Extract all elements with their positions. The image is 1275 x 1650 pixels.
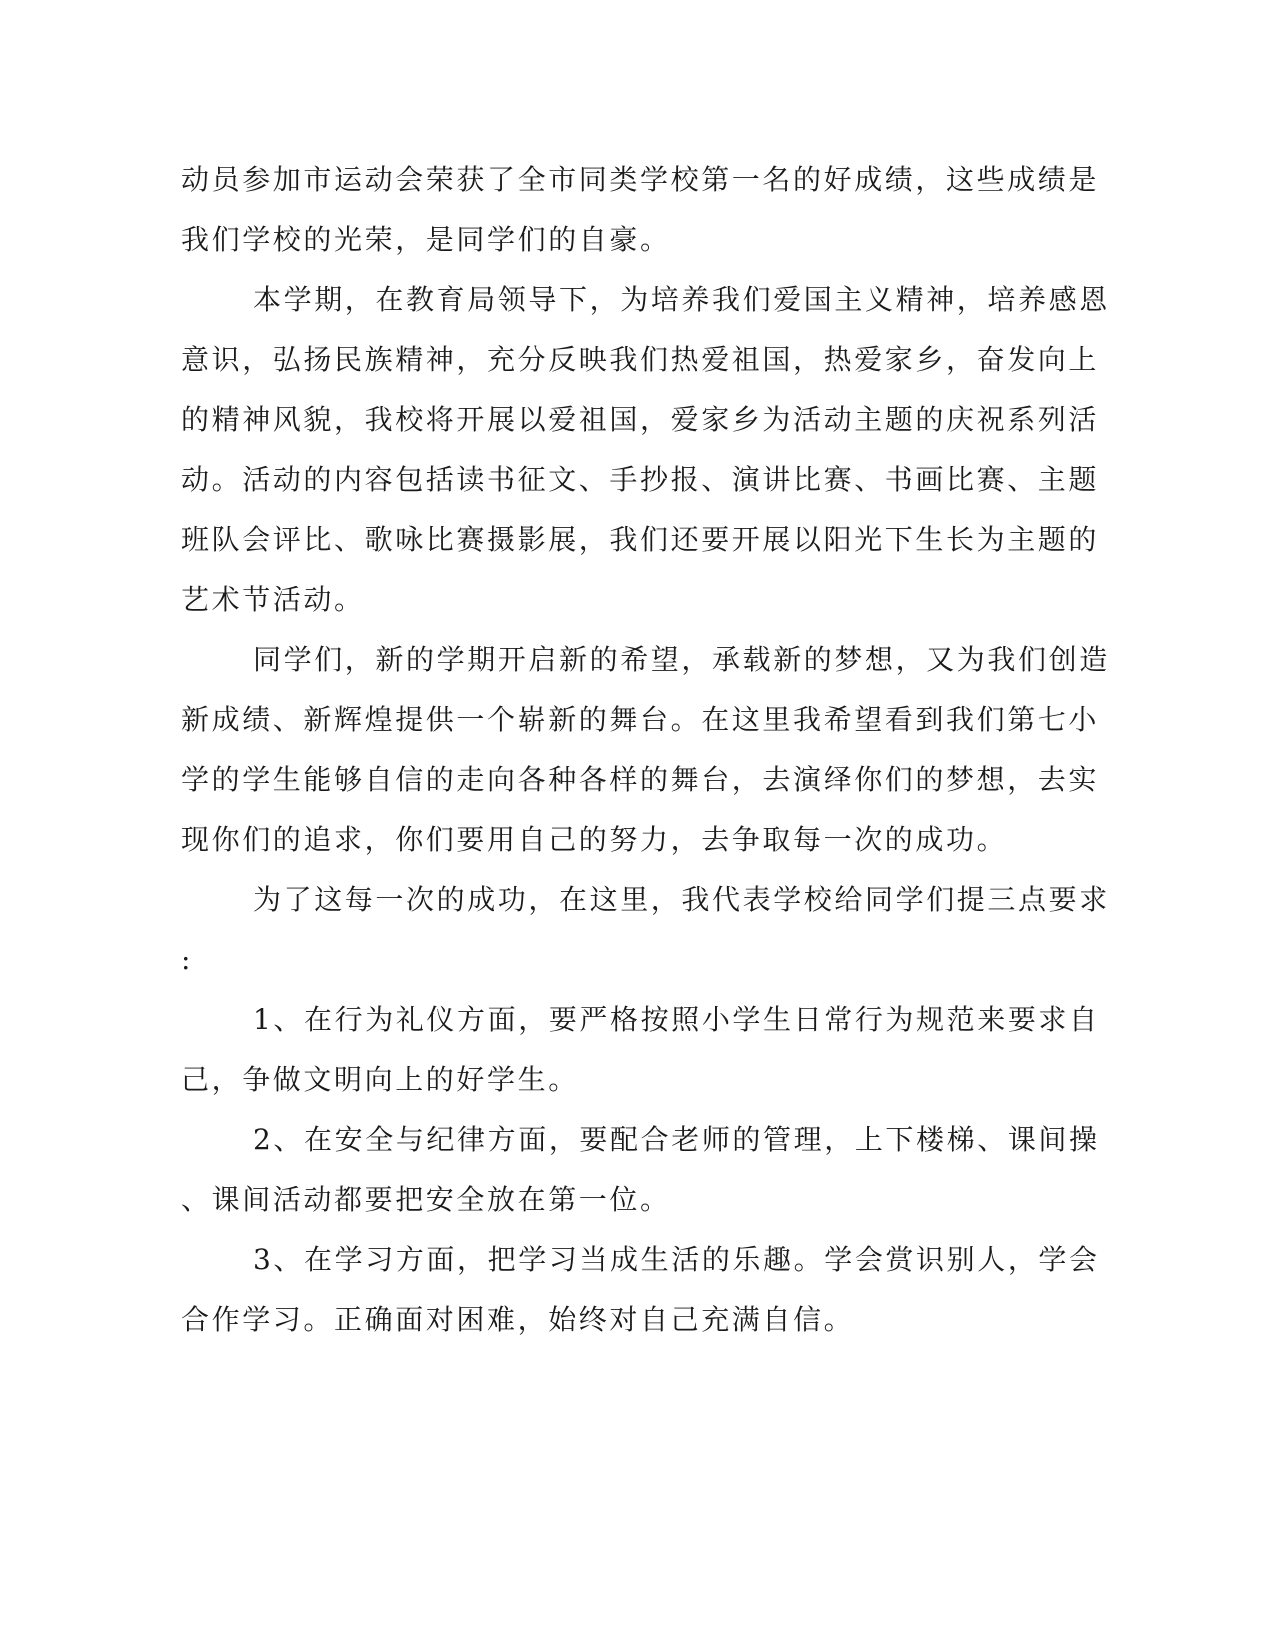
text-line: 班队会评比、歌咏比赛摄影展，我们还要开展以阳光下生长为主题的 [181,523,1100,556]
list-item-line: 3、在学习方面，把学习当成生活的乐趣。学会赏识别人，学会 [253,1243,1100,1276]
text-line: 我们学校的光荣，是同学们的自豪。 [181,223,671,256]
text-line: 艺术节活动。 [181,583,365,616]
text-line: 动员参加市运动会荣获了全市同类学校第一名的好成绩，这些成绩是 [181,163,1100,196]
text-line: 合作学习。正确面对困难，始终对自己充满自信。 [181,1303,855,1336]
text-line: 学的学生能够自信的走向各种各样的舞台，去演绎你们的梦想，去实 [181,763,1100,796]
paragraph-start-line: 本学期，在教育局领导下，为培养我们爱国主义精神，培养感恩 [253,283,1110,316]
list-item-line: 1、在行为礼仪方面，要严格按照小学生日常行为规范来要求自 [253,1003,1100,1036]
document-body [181,150,1110,1350]
paragraph-start-line: 同学们，新的学期开启新的希望，承载新的梦想，又为我们创造 [253,643,1110,676]
text-line: : [181,943,194,976]
text-line: 意识，弘扬民族精神，充分反映我们热爱祖国，热爱家乡，奋发向上 [181,343,1100,376]
text-line: 、课间活动都要把安全放在第一位。 [181,1183,671,1216]
list-item-line: 2、在安全与纪律方面，要配合老师的管理，上下楼梯、课间操 [253,1123,1100,1156]
text-line: 己，争做文明向上的好学生。 [181,1063,579,1096]
text-line: 动。活动的内容包括读书征文、手抄报、演讲比赛、书画比赛、主题 [181,463,1100,496]
text-line: 的精神风貌，我校将开展以爱祖国，爱家乡为活动主题的庆祝系列活 [181,403,1100,436]
text-line: 现你们的追求，你们要用自己的努力，去争取每一次的成功。 [181,823,1008,856]
paragraph-start-line: 为了这每一次的成功，在这里，我代表学校给同学们提三点要求 [253,883,1110,916]
text-line: 新成绩、新辉煌提供一个崭新的舞台。在这里我希望看到我们第七小 [181,703,1100,736]
